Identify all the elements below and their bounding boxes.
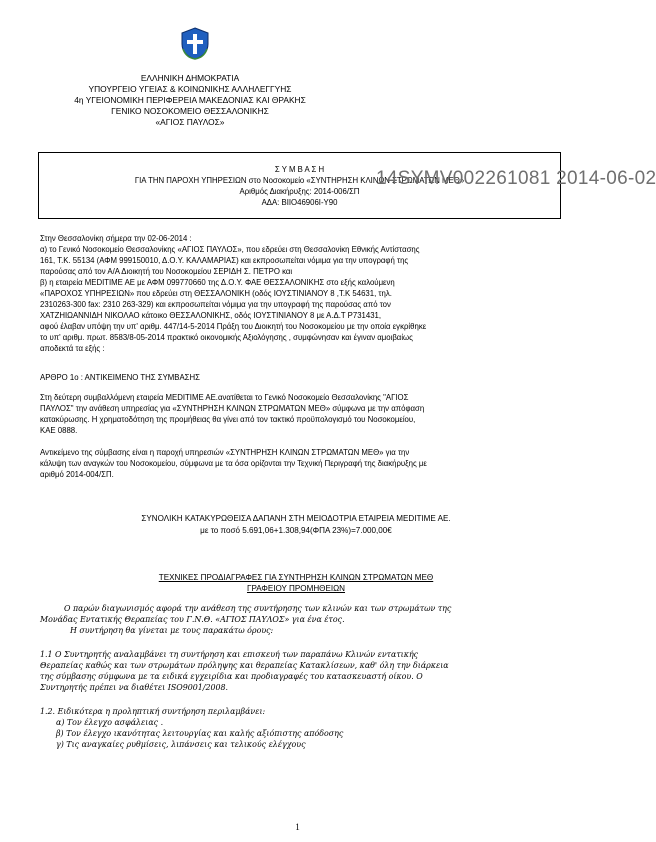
header-ministry: ΥΠΟΥΡΓΕΙΟ ΥΓΕΙΑΣ & ΚΟΙΝΩΝΙΚΗΣ ΑΛΛΗΛΕΓΓΥΗΣ [88, 84, 292, 94]
intro-line: παρούσας από τον Α/Α Διοικητή του Νοσοκομείου ΣΕΡΙΔΗ Σ. ΠΕΤΡΟ και [40, 267, 293, 276]
specs-intro: Μονάδας Εντατικής Θεραπείας του Γ.Ν.Θ. «ΑΓΙΟΣ ΠΑΥΛΟΣ» για ένα έτος. [40, 615, 345, 624]
intro-line: α) το Γενικό Νοσοκομείο Θεσσαλονίκης «ΑΓΙΟΣ ΠΑΥΛΟΣ», που εδρεύει στη Θεσσαλονίκη Εθνικής Αντίστασης [40, 245, 420, 254]
list-item: γ) Τις αναγκαίες ρυθμίσεις, λιπάνσεις και τελικούς ελέγχους [56, 740, 306, 749]
specs-subtitle: ΓΡΑΦΕΙΟΥ ΠΡΟΜΗΘΕΙΩΝ [246, 584, 346, 593]
article-1-text: Αντικείμενο της σύμβασης είναι η παροχή υπηρεσιών «ΣΥΝΤΗΡΗΣΗ ΚΛΙΝΩΝ ΣΤΡΩΜΑΤΩΝ ΜΕΘ» για την [40, 448, 410, 457]
article-1-heading: ΑΡΘΡΟ 1ο : ΑΝΤΙΚΕΙΜΕΝΟ ΤΗΣ ΣΥΜΒΑΣΗΣ [40, 373, 200, 382]
intro-line: «ΠΑΡΟΧΟΣ ΥΠΗΡΕΣΙΩΝ» που εδρεύει στη ΘΕΣΣΑΛΟΝΙΚΗ (οδός ΙΟΥΣΤΙΝΙΑΝΟΥ 8 ,Τ.Κ 54631, τηλ. [40, 289, 392, 298]
specs-section-1-1: της σύμβασης σύμφωνα με τα ειδικά εγχειρίδια και προδιαγραφές του κατασκευαστή οίκου. Ο [40, 672, 423, 681]
intro-line: αφού έλαβαν υπόψη την υπ' αριθμ. 447/14-5-2014 Πράξη του Διοικητή του Νοσοκομείου με την οποία εγκρίθηκε [40, 322, 427, 331]
article-1-text: κάλυψη των αναγκών του Νοσοκομείου, σύμφωνα με τα όσα ορίζονται την Τεχνική Περιγραφή της διακήρυξης με [40, 459, 427, 468]
header-hospital-name: «ΑΓΙΟΣ ΠΑΥΛΟΣ» [155, 117, 225, 127]
total-cost-heading: ΣΥΝΟΛΙΚΗ ΚΑΤΑΚΥΡΩΘΕΙΣΑ ΔΑΠΑΝΗ ΣΤΗ ΜΕΙΟΔΟΤΡΙΑ ΕΤΑΙΡΕΙΑ MEDITIME AE. [141, 514, 451, 523]
greek-emblem-icon [180, 27, 210, 60]
intro-line: αποδεκτά τα εξής : [40, 344, 105, 353]
specs-intro: Η συντήρηση θα γίνεται με τους παρακάτω όρους: [70, 626, 274, 635]
page-number: 1 [295, 822, 300, 832]
specs-section-1-1: 1.1 Ο Συντηρητής αναλαμβάνει τη συντήρηση και επισκευή των παραπάνω Κλινών εντατικής [40, 650, 419, 659]
diavgeia-stamp: 14SYMV002261081 2014-06-02 [376, 168, 656, 189]
total-cost-amount: με το ποσό 5.691,06+1.308,94(ΦΠΑ 23%)=7.000,00€ [200, 526, 392, 535]
ada-code: ΑΔΑ: ΒΙΙΟ46906Ι-Υ90 [261, 198, 338, 207]
specs-section-1-1: Συντηρητής πρέπει να διαθέτει ISO9001/2008. [40, 683, 229, 692]
intro-line: Στην Θεσσαλονίκη σήμερα την 02-06-2014 : [40, 234, 192, 243]
article-1-text: αριθμό 2014-004/ΣΠ. [40, 470, 114, 479]
header-republic: ΕΛΛΗΝΙΚΗ ΔΗΜΟΚΡΑΤΙΑ [140, 73, 240, 83]
intro-line: το υπ' αριθμ. πρωτ. 8583/8-05-2014 πρακτικό οικονομικής Αξιολόγησης , συμφώνησαν και έγιναν αμοιβαίως [40, 333, 413, 342]
header-health-region: 4η ΥΓΕΙΟΝΟΜΙΚΗ ΠΕΡΙΦΕΡΕΙΑ ΜΑΚΕΔΟΝΙΑΣ ΚΑΙ ΘΡΑΚΗΣ [74, 95, 306, 105]
article-1-text: ΚΑΕ 0888. [40, 426, 78, 435]
intro-line: 161, Τ.Κ. 55134 (ΑΦΜ 999150010, Δ.Ο.Υ. ΚΑΛΑΜΑΡΙΑΣ) και εκπροσωπείται νόμιμα για την υπογραφή της [40, 256, 409, 265]
intro-line: β) η εταιρεία MEDITIME AE με ΑΦΜ 099770660 της Δ.Ο.Υ. ΦΑΕ ΘΕΣΣΑΛΟΝΙΚΗΣ στο εξής καλούμενη [40, 278, 395, 287]
specs-title: ΤΕΧΝΙΚΕΣ ΠΡΟΔΙΑΓΡΑΦΕΣ ΓΙΑ ΣΥΝΤΗΡΗΣΗ ΚΛΙΝΩΝ ΣΤΡΩΜΑΤΩΝ ΜΕΘ [158, 573, 434, 582]
header-hospital: ΓΕΝΙΚΟ ΝΟΣΟΚΟΜΕΙΟ ΘΕΣΣΑΛΟΝΙΚΗΣ [111, 106, 269, 116]
article-1-text: ΠΑΥΛΟΣ" την ανάθεση υπηρεσίας για «ΣΥΝΤΗΡΗΣΗ ΚΛΙΝΩΝ ΣΤΡΩΜΑΤΩΝ ΜΕΘ» σύμφωνα με την απόφαση [40, 404, 425, 413]
article-1-text: κατακύρωσης. Η χρηματοδότηση της προμήθειας θα γίνει από τον τακτικό προϋπολογισμό του Νοσοκομείου, [40, 415, 416, 424]
article-1-text: Στη δεύτερη συμβαλλόμενη εταιρεία MEDITIME AE.ανατίθεται το Γενικό Νοσοκομείο Θεσσαλονίκης "ΑΓΙΟΣ [40, 393, 409, 402]
contract-subject: ΓΙΑ ΤΗΝ ΠΑΡΟΧΗ ΥΠΗΡΕΣΙΩΝ στο Νοσοκομείο «ΣΥΝΤΗΡΗΣΗ ΚΛΙΝΩΝ ΣΤΡΩΜΑΤΩΝ ΜΕΘ» [134, 176, 465, 185]
intro-line: 2310263-300 fax: 2310 263-329) και εκπροσωπείται νόμιμα για την υπογραφή της παρούσας από τον [40, 300, 391, 309]
intro-line: ΧΑΤΖΗΙΩΑΝΝΙΔΗ ΝΙΚΟΛΑΟ κάτοικο ΘΕΣΣΑΛΟΝΙΚΗΣ, οδός ΙΟΥΣΤΙΝΙΑΝΟΥ 8 με Α.Δ.Τ Ρ731431, [40, 311, 382, 320]
specs-section-1-1: Θεραπείας καθώς και των στρωμάτων πρόληψης και θεραπείας Κατακλίσεων, καθ' όλη την διάρκεια [40, 661, 449, 670]
list-item: β) Τον έλεγχο ικανότητας λειτουργίας και καλής αξιόπιστης απόδοσης [56, 729, 344, 738]
contract-title: Σ Υ Μ Β Α Σ Η [274, 165, 325, 174]
list-item: α) Τον έλεγχο ασφάλειας . [56, 718, 164, 727]
specs-section-1-2: 1.2. Ειδικότερα η προληπτική συντήρηση περιλαμβάνει: [40, 707, 266, 716]
specs-intro: Ο παρών διαγωνισμός αφορά την ανάθεση της συντήρησης των κλινών και των στρωμάτων της [64, 604, 452, 613]
tender-number: Αριθμός Διακήρυξης: 2014-006/ΣΠ [239, 187, 360, 196]
